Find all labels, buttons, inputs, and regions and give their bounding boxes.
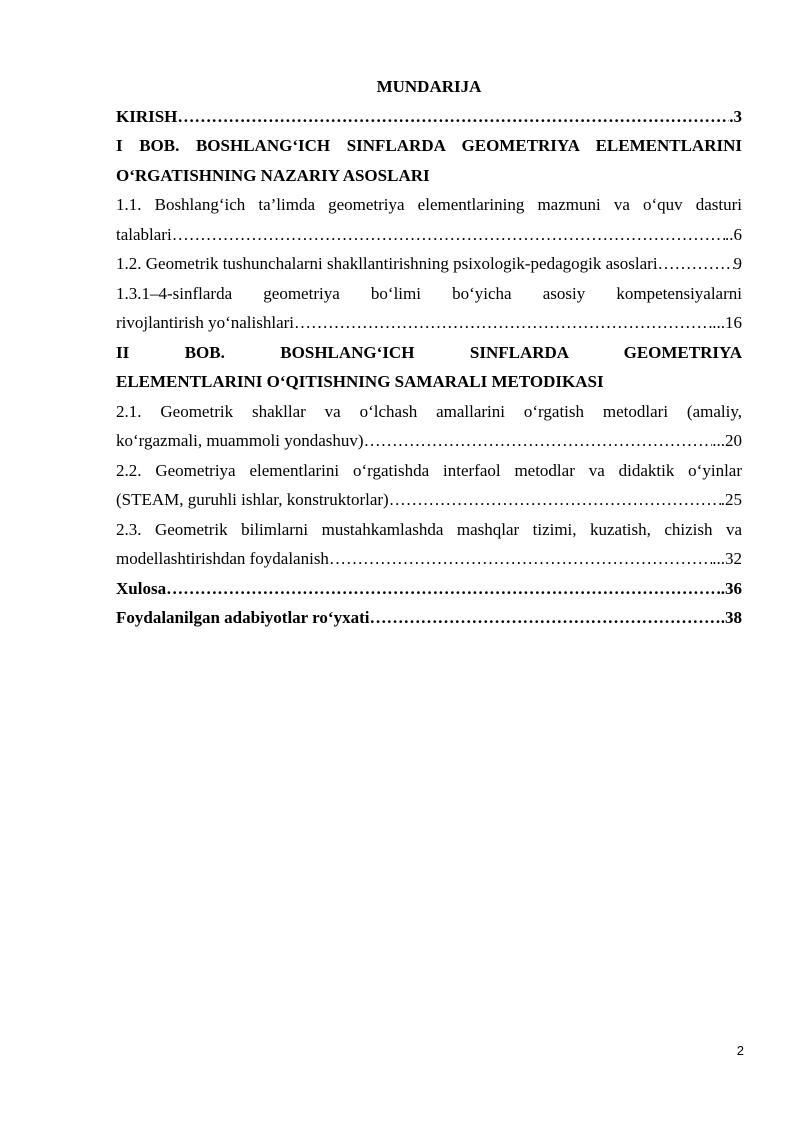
toc-entry-2-2 <box>116 456 742 515</box>
toc-entry-1-2 <box>116 249 742 279</box>
toc-page-number: .36 <box>720 578 742 598</box>
toc-entry-label: (STEAM, guruhli ishlar, konstruktorlar) <box>116 490 389 509</box>
toc-entry-references <box>116 603 742 633</box>
toc-entry-label: rivojlantirish yo‘nalishlari <box>116 313 294 332</box>
toc-leader-dots <box>172 220 725 250</box>
toc-page-number: ...16 <box>712 313 742 332</box>
toc-leader-dots <box>389 485 721 515</box>
toc-entry-1-1 <box>116 190 742 249</box>
toc-entry-label: talablari <box>116 224 172 244</box>
toc-entry-line: 2.2. Geometriya elementlarini o‘rgatishda interfaol metodlar va didaktik o‘yinlar <box>116 460 742 480</box>
toc-entry-label: modellashtirishdan foydalanish <box>116 549 329 568</box>
toc-entry-line: 1.3.1–4-sinflarda geometriya bo‘limi bo‘yicha asosiy kompetensiyalarni <box>116 283 742 303</box>
toc-entry-label: 1.2. Geometrik tushunchalarni shakllantirishning psixologik-pedagogik asoslari <box>116 254 658 273</box>
toc-heading-line: O‘RGATISHNING NAZARIY ASOSLARI <box>116 165 430 185</box>
toc-entry-line: 2.1. Geometrik shakllar va o‘lchash amallarini o‘rgatish metodlari (amaliy, <box>116 401 742 421</box>
toc-entry-2-1 <box>116 397 742 456</box>
toc-leader-dots <box>658 249 734 279</box>
toc-heading-line: II BOB. BOSHLANG‘ICH SINFLARDA GEOMETRIYA <box>116 342 742 362</box>
toc-entry-1-3 <box>116 279 742 338</box>
toc-page-number: 9 <box>733 254 742 273</box>
toc-heading-line: I BOB. BOSHLANG‘ICH SINFLARDA GEOMETRIYA ELEMENTLARINI <box>116 136 742 155</box>
toc-entry-xulosa <box>116 574 742 604</box>
toc-entry-2-3 <box>116 515 742 574</box>
toc-leader-dots <box>294 308 712 338</box>
toc-page-number: .3 <box>729 106 742 126</box>
toc-page-number: ...20 <box>712 431 742 450</box>
toc-leader-dots <box>166 574 721 604</box>
toc-page-number: .38 <box>720 608 742 627</box>
toc-chapter-1-heading <box>116 131 742 190</box>
toc-entry-label: KIRISH <box>116 106 178 126</box>
toc-entry-kirish <box>116 102 742 132</box>
toc-entry-line: 2.3. Geometrik bilimlarni mustahkamlashda mashqlar tizimi, kuzatish, chizish va <box>116 519 742 539</box>
toc-leader-dots <box>369 603 720 633</box>
toc-entry-label: ko‘rgazmali, muammoli yondashuv) <box>116 431 364 450</box>
toc-entry-line: 1.1. Boshlang‘ich ta’limda geometriya elementlarining mazmuni va o‘quv dasturi <box>116 195 742 214</box>
toc-leader-dots <box>329 544 712 574</box>
toc-page-number: ..6 <box>725 224 742 244</box>
toc-entry-label: Foydalanilgan adabiyotlar ro‘yxati <box>116 608 370 627</box>
table-of-contents <box>116 72 742 633</box>
toc-chapter-2-heading <box>116 338 742 397</box>
toc-page-number: .25 <box>720 490 742 509</box>
toc-leader-dots <box>177 102 729 132</box>
toc-leader-dots <box>364 426 713 456</box>
toc-page-number: ...32 <box>712 549 742 568</box>
toc-entry-label: Xulosa <box>116 578 167 598</box>
toc-heading-line: ELEMENTLARINI O‘QITISHNING SAMARALI METODIKASI <box>116 372 604 391</box>
page-title: MUNDARIJA <box>376 77 482 96</box>
page-number: 2 <box>736 1043 744 1058</box>
